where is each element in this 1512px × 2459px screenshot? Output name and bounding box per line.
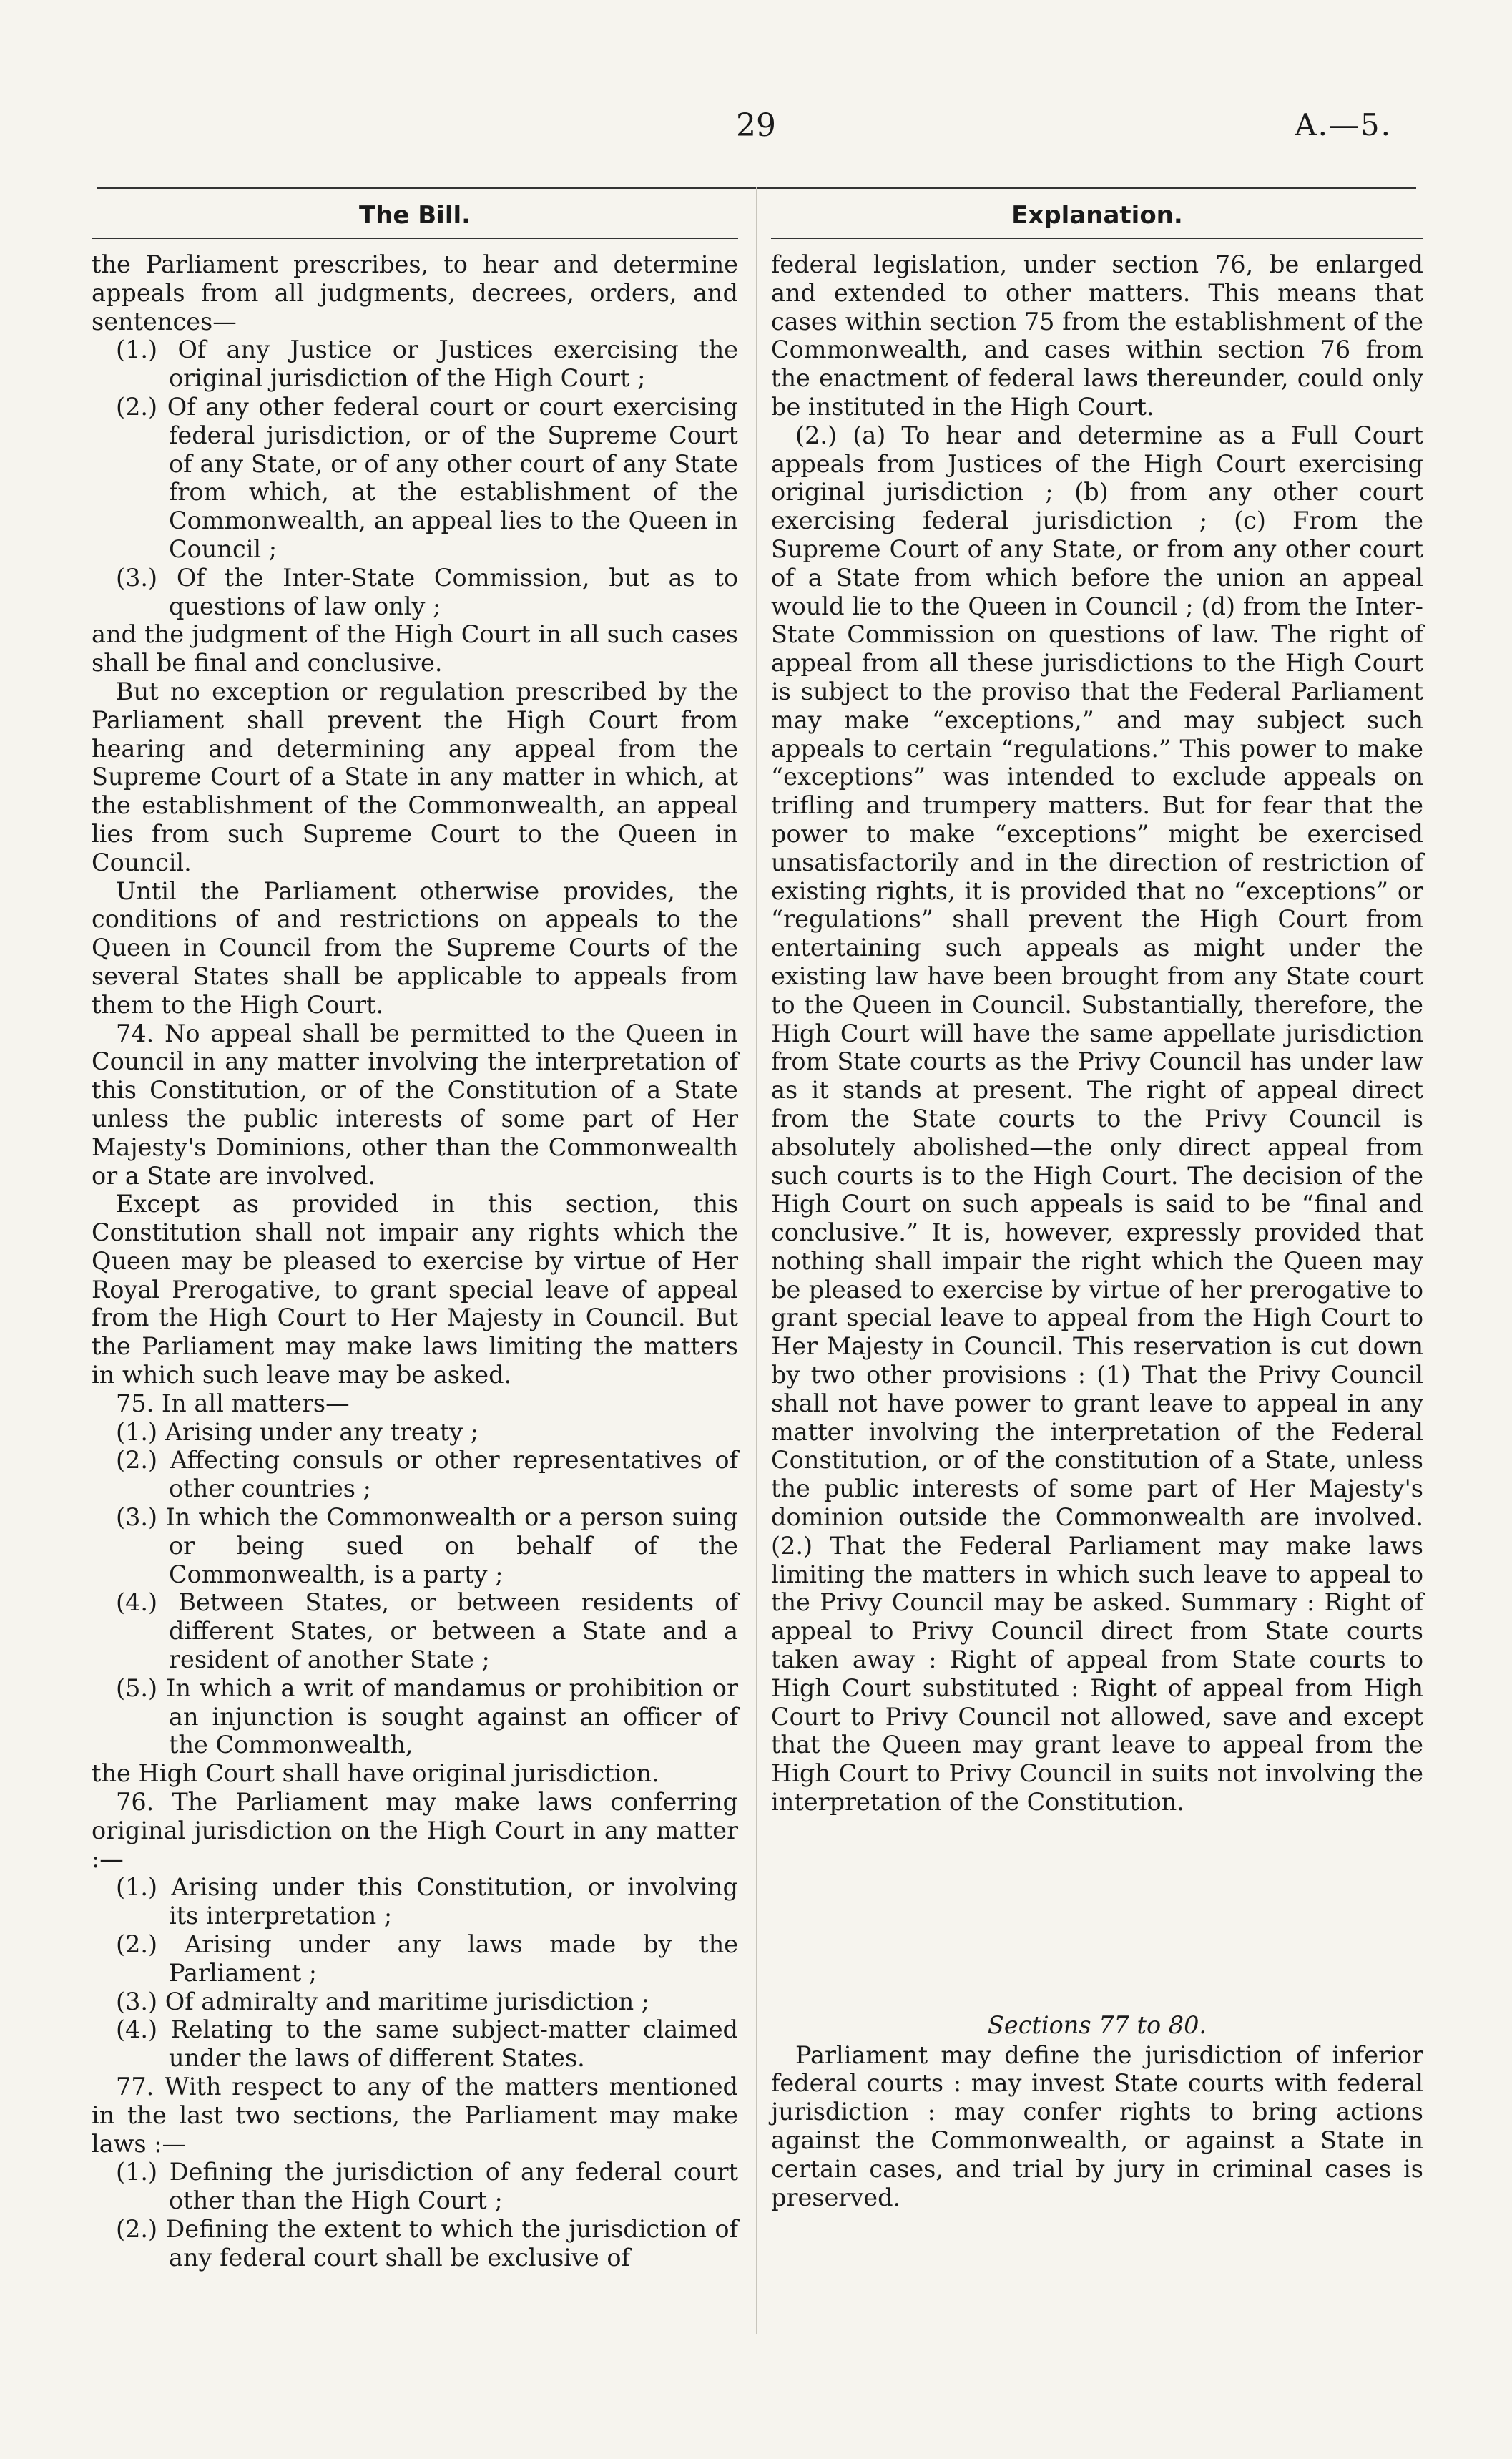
explanation-paragraph: (2.) (a) To hear and determine as a Full Court appeals from Justices of the High Court exercising original jurisdiction ; (b) from any other court exercising federal jurisdiction ; (c) From the Supreme Court of any State, or from any other court of a State from which before the union an appeal would lie to the Queen in Council ; (d) from the Inter-State Commission on questions of law. The right of appeal from all these jurisdictions to the High Court is subject to the proviso that the Federal Parliament may make “exceptions,” and may subject such appeals to certain “regulations.” This power to make “exceptions” was intended to exclude appeals on trifling and trumpery matters. But for fear that the power to make “exceptions” might be exercised unsatisfactorily and in the direction of restriction of existing rights, it is provided that no “exceptions” or “regulations” shall prevent the High Court from entertaining such appeals as might under the existing law have been brought from any State court to the Queen in Council. Substantially, therefore, the High Court will have the same appellate jurisdiction from State courts as the Privy Council has under law as it stands at present. The right of appeal direct from the State courts to the Privy Council is absolutely abolished—the only direct appeal from such courts is to the High Court. The decision of the High Court on such appeals is said to be “final and conclusive.” It is, however, expressly provided that nothing shall impair the right which the Queen may be pleased to exercise by virtue of her prerogative to grant special leave to appeal from the High Court to Her Majesty in Council. This reservation is cut down by two other provisions : (1) That the Privy Council shall not have power to grant leave to appeal in any matter involving the interpretation of the Federal Constitution, or of the constitution of a State, unless the public interests of some part of Her Majesty's dominion outside the Commonwealth are involved. (2.) That the Federal Parliament may make laws limiting the matters in which such leave to appeal to the Privy Council may be asked. Summary : Right of appeal to Privy Council direct from State courts taken away : Right of appeal from State courts to High Court substituted : Right of appeal from High Court to Privy Council not allowed, save and except that the Queen may grant leave to appeal from the High Court to Privy Council in suits not involving the interpretation of the Constitution.	[771, 421, 1423, 1817]
list-item: (3.) In which the Commonwealth or a person suing or being sued on behalf of the Commonwealth, is a party ;	[116, 1503, 738, 1588]
list-item: (2.) Arising under any laws made by the Parliament ;	[116, 1930, 738, 1987]
list-item: (1.) Of any Justice or Justices exercising the original jurisdiction of the High Court ;	[116, 336, 738, 393]
list-item: (1.) Arising under this Constitution, or involving its interpretation ;	[116, 1873, 738, 1930]
list-item: (1.) Defining the jurisdiction of any federal court other than the High Court ;	[116, 2158, 738, 2215]
bill-paragraph: But no exception or regulation prescribed by the Parliament shall prevent the High Court from hearing and determining any appeal from the Supreme Court of a State in any matter in which, at the establishment of the Commonwealth, an appeal lies from such Supreme Court to the Queen in Council.	[92, 677, 738, 876]
explanation-heading: Explanation.	[771, 193, 1423, 239]
column-divider	[756, 187, 757, 2334]
bill-paragraph: 76. The Parliament may make laws conferring original jurisdiction on the High Court in any matter :—	[92, 1788, 738, 1873]
bill-paragraph: 74. No appeal shall be permitted to the Queen in Council in any matter involving the interpretation of this Constitution, or of the Constitution of a State unless the public interests of some part of Her Majesty's Dominions, other than the Commonwealth or a State are involved.	[92, 1019, 738, 1190]
bill-heading: The Bill.	[92, 193, 738, 239]
list-item: (1.) Arising under any treaty ;	[116, 1417, 479, 1446]
bill-paragraph: and the judgment of the High Court in all such cases shall be final and conclusive.	[92, 620, 738, 678]
list-item: (2.) Of any other federal court or court exercising federal jurisdiction, or of the Supreme Court of any State, or of any other court of any State from which, at the establishment of the Commonwealth, an appeal lies to the Queen in Council ;	[116, 392, 738, 563]
explanation-paragraph: federal legislation, under section 76, be enlarged and extended to other matters. This means that cases within section 75 from the establishment of the Commonwealth, and cases within section 76 from the enactment of federal laws thereunder, could only be instituted in the High Court.	[771, 250, 1423, 421]
page-reference: A.—5.	[1295, 107, 1392, 142]
bill-paragraph: Except as provided in this section, this Constitution shall not impair any rights which the Queen may be pleased to exercise by virtue of Her Royal Prerogative, to grant special leave of appeal from the High Court to Her Majesty in Council. But the Parliament may make laws limiting the matters in which such leave may be asked.	[92, 1190, 738, 1389]
bill-paragraph: the Parliament prescribes, to hear and determine appeals from all judgments, decrees, orders, and sentences—	[92, 250, 738, 336]
section-title: Sections 77 to 80.	[987, 2010, 1207, 2039]
list-item: (4.) Between States, or between residents of different States, or between a State and a resident of another State ;	[116, 1588, 738, 1674]
list-item: (5.) In which a writ of mandamus or prohibition or an injunction is sought against an officer of the Commonwealth,	[116, 1673, 738, 1759]
list-item: (3.) Of the Inter-State Commission, but as to questions of law only ;	[116, 563, 738, 620]
section-summary: Parliament may define the jurisdiction of inferior federal courts : may invest State courts with federal jurisdiction : may confer rights to bring actions against the Commonwealth, or against a State in certain cases, and trial by jury in criminal cases is preserved.	[771, 2040, 1423, 2211]
page-number: 29	[736, 107, 776, 144]
list-item: (2.) Defining the extent to which the jurisdiction of any federal court shall be exclusive of	[116, 2214, 738, 2272]
bill-paragraph: 75. In all matters—	[116, 1389, 350, 1417]
list-item: (3.) Of admiralty and maritime jurisdiction ;	[116, 1987, 650, 2015]
bill-column	[92, 193, 738, 2272]
list-item: (2.) Affecting consuls or other representatives of other countries ;	[116, 1446, 738, 1503]
bill-paragraph: the High Court shall have original jurisdiction.	[92, 1759, 659, 1788]
list-item: (4.) Relating to the same subject-matter claimed under the laws of different States.	[116, 2015, 738, 2073]
bill-paragraph: Until the Parliament otherwise provides, the conditions of and restrictions on appeals to the Queen in Council from the Supreme Courts of the several States shall be applicable to appeals from them to the High Court.	[92, 876, 738, 1019]
bill-paragraph: 77. With respect to any of the matters mentioned in the last two sections, the Parliament may make laws :—	[92, 2073, 738, 2158]
explanation-column	[771, 193, 1423, 2211]
bill-text	[92, 250, 738, 2272]
